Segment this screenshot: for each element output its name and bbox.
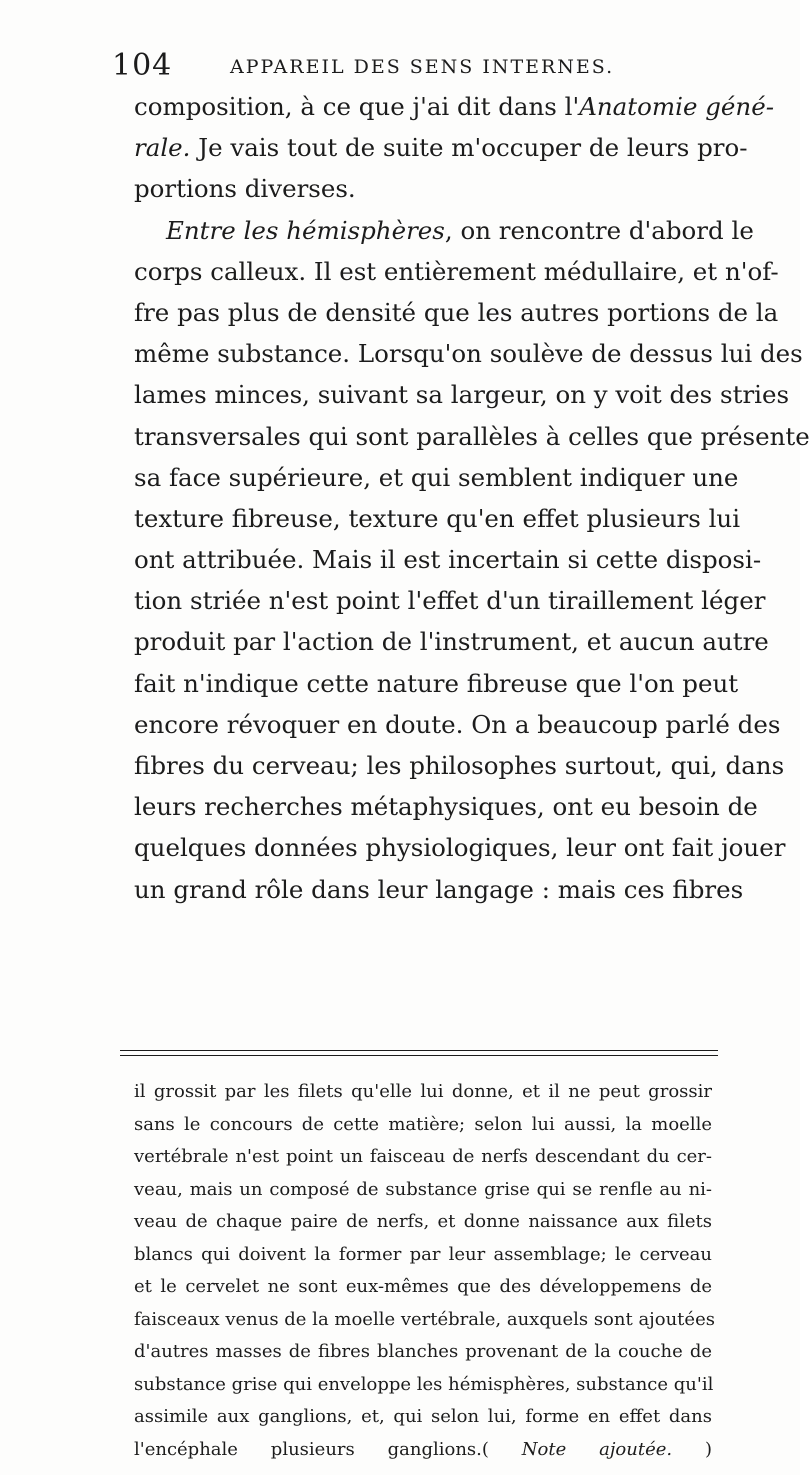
text-line: produit par l'action de l'instrument, et aucun autre xyxy=(134,627,769,657)
text-line: tion striée n'est point l'effet d'un tiraillement léger xyxy=(134,586,766,616)
text-line: fait n'indique cette nature fibreuse que l'on peut xyxy=(134,668,739,698)
text-line: composition, à ce que j'ai dit dans l'Anatomie géné- xyxy=(134,92,774,121)
text-line: portions diverses. xyxy=(134,174,356,204)
footnote-line: d'autres masses de fibres blanches provenant de la couche de xyxy=(134,1341,712,1362)
footnote-separator-rule xyxy=(120,1050,718,1056)
footnote-line: et le cervelet ne sont eux-mêmes que des développemens de xyxy=(134,1276,712,1297)
footnote-line: blancs qui doivent la former par leur assemblage; le cerveau xyxy=(134,1243,712,1265)
footnote-line: sans le concours de cette matière; selon lui aussi, la moelle xyxy=(134,1113,712,1135)
text-line: encore révoquer en doute. On a beaucoup parlé des xyxy=(134,709,781,739)
footnote-line: il grossit par les filets qu'elle lui donne, et il ne peut grossir xyxy=(134,1081,712,1102)
footnote xyxy=(134,1076,715,1466)
running-title: APPAREIL DES SENS INTERNES. xyxy=(230,56,615,78)
main-text xyxy=(134,86,810,910)
footnote-line: assimile aux ganglions, et, qui selon lui, forme en effet dans xyxy=(134,1406,712,1427)
text-line: fre pas plus de densité que les autres portions de la xyxy=(134,297,779,327)
running-head xyxy=(112,46,702,86)
footnote-line: substance grise qui enveloppe les hémisphères, substance qu'il xyxy=(134,1373,714,1395)
text-line: ont attribuée. Mais il est incertain si cette disposi- xyxy=(134,545,762,575)
footnote-line: faisceaux venus de la moelle vertébrale, auxquels sont ajoutées xyxy=(134,1308,715,1330)
text-line: corps calleux. Il est entièrement médullaire, et n'of- xyxy=(134,256,779,286)
note-tag: ( Note ajoutée. ) xyxy=(481,1438,713,1460)
text-line: transversales qui sont parallèles à celles que présente xyxy=(134,421,810,451)
text-line: même substance. Lorsqu'on soulève de dessus lui des xyxy=(134,339,803,369)
text-line: rale. Je vais tout de suite m'occuper de leurs pro- xyxy=(134,133,748,163)
footnote-line: veau, mais un composé de substance grise qui se renfle au ni- xyxy=(134,1178,712,1200)
text-line: lames minces, suivant sa largeur, on y voit des stries xyxy=(134,380,790,410)
text-line: Entre les hémisphères, on rencontre d'abord le xyxy=(166,215,754,245)
text-line: fibres du cerveau; les philosophes surtout, qui, dans xyxy=(134,751,785,780)
text-line: sa face supérieure, et qui semblent indiquer une xyxy=(134,462,739,492)
footnote-line: veau de chaque paire de nerfs, et donne naissance aux filets xyxy=(134,1211,712,1232)
text-line: leurs recherches métaphysiques, ont eu besoin de xyxy=(134,792,758,822)
text-line: texture fibreuse, texture qu'en effet plusieurs lui xyxy=(134,503,741,533)
text-line: quelques données physiologiques, leur ont fait jouer xyxy=(134,833,786,863)
text-line: un grand rôle dans leur langage : mais ces fibres xyxy=(134,874,744,904)
footnote-line: vertébrale n'est point un faisceau de nerfs descendant du cer- xyxy=(134,1146,712,1167)
footnote-last-line: l'encéphale plusieurs ganglions.( Note ajoutée. ) xyxy=(134,1438,713,1460)
note-label: Note ajoutée. xyxy=(521,1438,673,1460)
page-number: 104 xyxy=(112,48,173,83)
